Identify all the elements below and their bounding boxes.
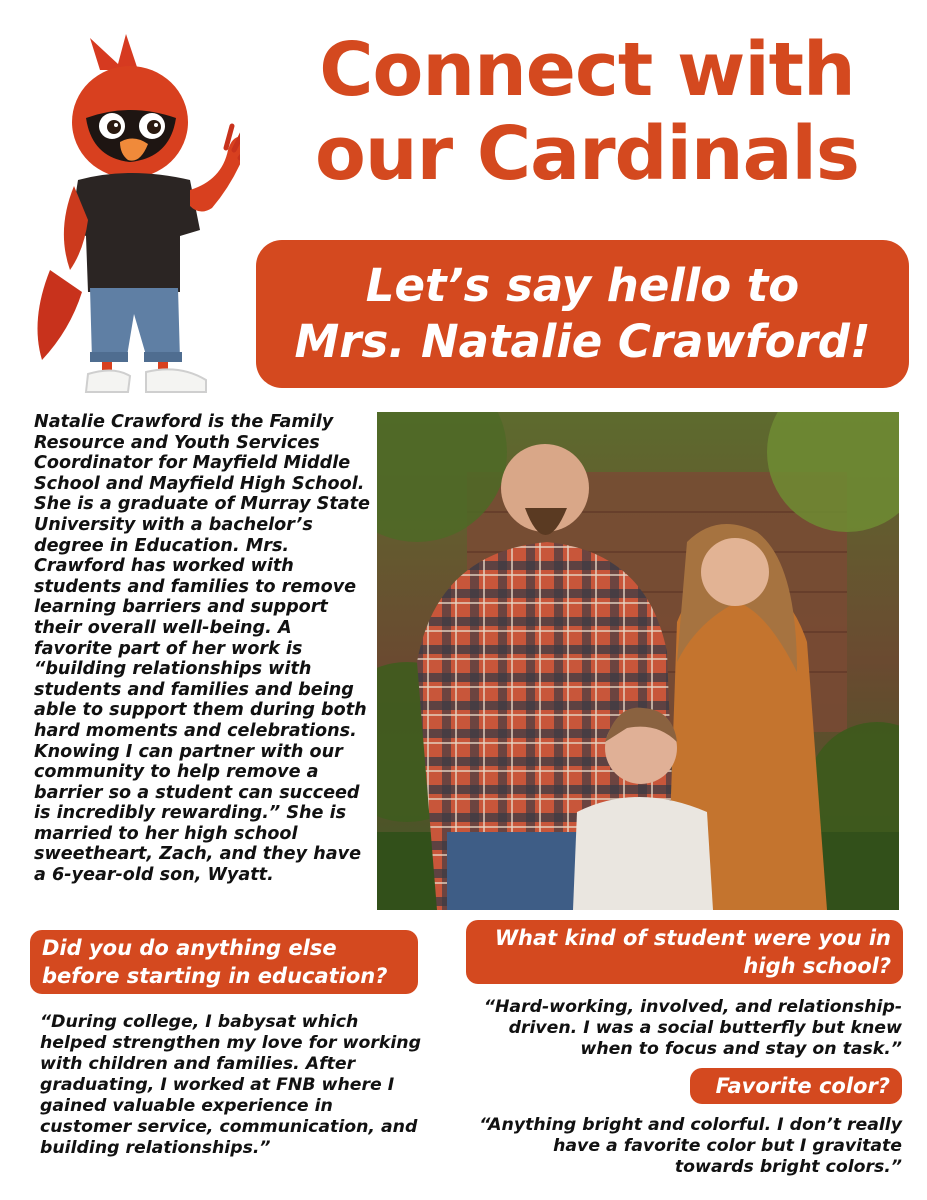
answer-favorite-color: “Anything bright and colorful. I don’t really have a favorite color but I gravitate towards bright colors.” xyxy=(479,1115,902,1177)
question-banner-student-type: What kind of student were you in high school? xyxy=(466,920,903,984)
question-banner-before-education: Did you do anything else before starting in education? xyxy=(30,930,418,994)
answer-student-type: “Hard-working, involved, and relationship-driven. I was a social butterfly but knew when to focus and stay on task.” xyxy=(483,997,902,1059)
question-banner-favorite-color: Favorite color? xyxy=(690,1068,902,1104)
title-line-2: our Cardinals xyxy=(315,111,859,197)
bio-paragraph: Natalie Crawford is the Family Resource and Youth Services Coordinator for Mayfield Middle School and Mayfield High School. She is a graduate of Murray State University with a bachelor’s degree in Education. Mrs. Crawford has worked with students and families to remove learning barriers and support their overall well-being. A favorite part of her work is “building relationships with students and families and being able to support them during both hard moments and celebrations. Knowing I can partner with our community to help remove a barrier so a student can succeed is incredibly rewarding.” She is married to her high school sweetheart, Zach, and they have a 6-year-old son, Wyatt. xyxy=(34,412,370,886)
hello-banner xyxy=(256,240,909,388)
answer-before-education: “During college, I babysat which helped strengthen my love for working with children and families. After graduating, I worked at FNB where I gained valuable experience in customer service, communication, and building relationships.” xyxy=(40,1012,421,1158)
hello-line-1: Let’s say hello to xyxy=(365,259,800,312)
title-line-1: Connect with xyxy=(319,27,855,113)
family-photo xyxy=(377,412,899,910)
page-title xyxy=(262,28,912,196)
hello-line-2: Mrs. Natalie Crawford! xyxy=(294,315,871,368)
cardinal-mascot-icon xyxy=(30,30,240,400)
